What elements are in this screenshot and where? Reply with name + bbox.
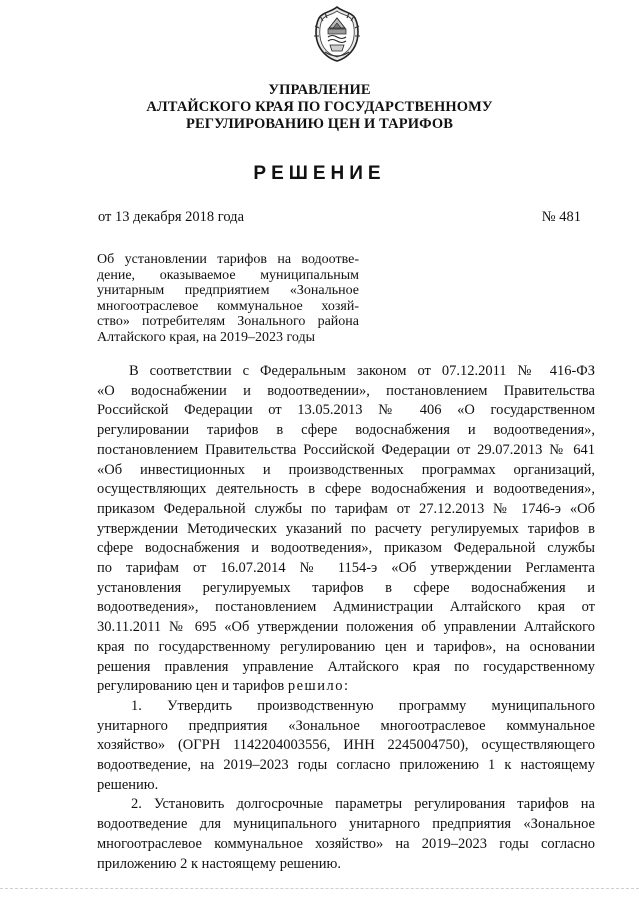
preamble-line: регулировании тарифов в сфере водоснабжения и водоотведения»,: [97, 422, 595, 439]
subject-line: дение, оказываемое муниципальным: [97, 267, 359, 283]
preamble-line: 30.11.2011 № 695 «Об утверждении положения об управлении Алтайского: [97, 619, 595, 636]
item-2-line: 2. Установить долгосрочные параметры регулирования тарифов на: [131, 796, 595, 813]
preamble-line: водоотведения», постановлением Администрации Алтайского края от: [97, 599, 595, 616]
subject-line: многоотраслевое коммунальное хозяй-: [97, 298, 359, 314]
item-2-line: приложению 2 к настоящему решению.: [97, 855, 342, 872]
preamble-line: края по государственному регулированию цен и тарифов», на основании: [97, 638, 595, 655]
preamble-line: утверждении Методических указаний по расчету регулируемых тарифов в: [97, 520, 595, 537]
preamble-line: приказом Федеральной службы по тарифам от 27.12.2013 № 1746-э «Об: [97, 500, 595, 517]
org-name-line-1: УПРАВЛЕНИЕ: [268, 82, 371, 98]
subject-line: унитарным предприятием «Зональное: [97, 283, 359, 299]
item-1-line: решению.: [97, 776, 159, 793]
preamble-line: Российской Федерации от 13.05.2013 № 406 «О государственном: [97, 402, 595, 419]
org-name-line-3: РЕГУЛИРОВАНИЮ ЦЕН И ТАРИФОВ: [186, 116, 453, 132]
preamble-line: В соответствии с Федеральным законом от 07.12.2011 № 416-ФЗ: [129, 363, 595, 379]
document-body: [97, 362, 595, 874]
document-number: № 481: [541, 209, 581, 225]
preamble-line: осуществляющих деятельность в сфере водоснабжения и водоотведения»,: [97, 481, 595, 498]
subject-line: Алтайского края, на 2019–2023 годы: [97, 329, 315, 345]
item-1-line: 1. Утвердить производственную программу муниципального: [131, 697, 595, 714]
preamble-line: установления регулируемых тарифов в сфере водоснабжения и: [97, 579, 595, 596]
page-bottom-divider: [0, 888, 639, 889]
decided-word: решило: [287, 678, 344, 695]
subject-line: ство» потребителям Зонального района: [97, 314, 359, 330]
item-1-line: хозяйство» (ОГРН 1142204003556, ИНН 2245004750), осуществляющего: [97, 737, 595, 754]
org-name-line-2: АЛТАЙСКОГО КРАЯ ПО ГОСУДАРСТВЕННОМУ: [146, 99, 493, 115]
item-1-line: унитарного предприятия «Зональное многоотраслевое коммунальное: [97, 717, 595, 734]
decided-colon: :: [343, 678, 348, 695]
item-1-line: водоотведение, на 2019–2023 годы согласно приложению 1 к настоящему: [97, 757, 595, 774]
item-2-line: водоотведение для муниципального унитарного предприятия «Зональное: [97, 816, 595, 833]
document-subject: [97, 252, 359, 346]
preamble-line: сфере водоснабжения и водоотведения», приказом Федеральной службы: [97, 540, 595, 557]
document-date: от 13 декабря 2018 года: [98, 209, 244, 225]
coat-of-arms-emblem: [309, 4, 365, 64]
document-type-title: РЕШЕНИЕ: [253, 163, 386, 184]
preamble-line: «О водоснабжении и водоотведении», постановлением Правительства: [97, 382, 595, 399]
preamble-line: регулированию цен и тарифов: [97, 678, 285, 695]
preamble-line: постановлением Правительства Российской Федерации от 29.07.2013 № 641: [97, 441, 595, 458]
preamble-last-line: [97, 677, 595, 697]
preamble-line: по тарифам от 16.07.2014 № 1154-э «Об утверждении Регламента: [97, 560, 595, 577]
preamble-line: «Об инвестиционных и производственных программах организаций,: [97, 461, 595, 478]
preamble-line: решения правления управление Алтайского края по государственному: [97, 658, 595, 675]
subject-line: Об установлении тарифов на водоотве-: [97, 252, 359, 267]
item-2-line: многоотраслевое коммунальное хозяйство» на 2019–2023 годы согласно: [97, 835, 595, 852]
